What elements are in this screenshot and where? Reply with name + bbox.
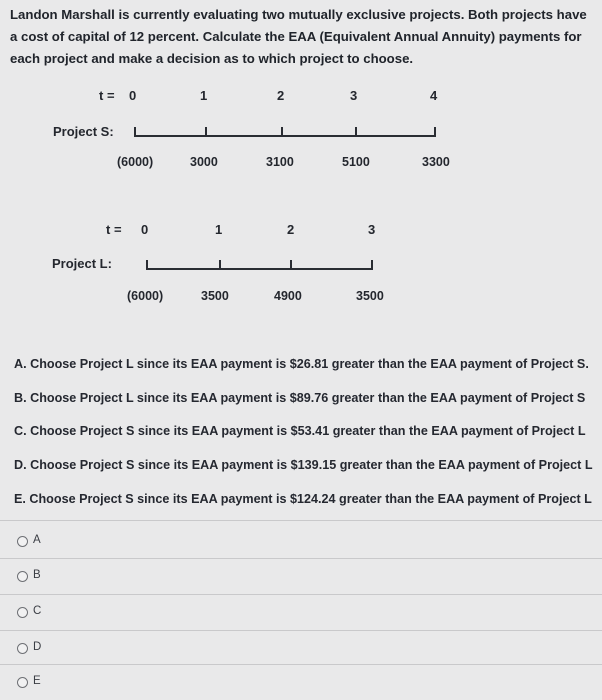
answer-statements — [14, 348, 594, 516]
cash-flow-value: 5100 — [342, 155, 370, 169]
option-label: E — [33, 675, 41, 687]
cash-flow-value: 3500 — [356, 289, 384, 303]
option-a[interactable] — [0, 524, 602, 559]
timeline-line — [146, 268, 373, 270]
period-label: 1 — [215, 222, 223, 237]
cash-flow-value: 3000 — [190, 155, 218, 169]
period-label: 0 — [141, 222, 149, 237]
answer-options — [0, 518, 602, 700]
t-prefix: t = — [99, 88, 115, 103]
choice-d-text: D. Choose Project S since its EAA payment is $139.15 greater than the EAA payment of Project L — [14, 458, 593, 473]
timeline-tick — [205, 127, 207, 136]
period-label: 1 — [200, 88, 208, 103]
option-d[interactable] — [0, 631, 602, 666]
cash-flow-value: 3500 — [201, 289, 229, 303]
option-b[interactable] — [0, 559, 602, 594]
radio-b[interactable] — [17, 571, 28, 582]
project-l-label: Project L: — [52, 256, 112, 271]
cash-flow-value: 4900 — [274, 289, 302, 303]
choice-a-text: A. Choose Project L since its EAA payment is $26.81 greater than the EAA payment of Project S. — [14, 357, 589, 371]
choice-e-text: E. Choose Project S since its EAA payment is $124.24 greater than the EAA payment of Project L — [14, 491, 592, 506]
t-prefix: t = — [106, 222, 122, 237]
timeline-tick — [355, 127, 357, 136]
radio-e[interactable] — [17, 677, 28, 688]
timeline-tick — [371, 260, 373, 269]
cash-flow-value: (6000) — [117, 155, 154, 169]
option-e[interactable] — [0, 665, 602, 700]
radio-d[interactable] — [17, 643, 28, 654]
timeline-tick — [434, 127, 436, 136]
timeline-tick — [281, 127, 283, 136]
cash-flow-value: (6000) — [127, 289, 164, 303]
cash-flow-value: 3300 — [422, 155, 450, 169]
timeline-tick — [219, 260, 221, 269]
question-text: Landon Marshall is currently evaluating two mutually exclusive projects. Both projects have a cost of capital of 12 percent. Calculate the EAA (Equivalent Annual Annuity) payments for each project and make a decision as to which project to choose. — [10, 7, 587, 66]
cash-flow-value: 3100 — [266, 155, 294, 169]
option-label: D — [33, 641, 42, 653]
option-label: B — [33, 569, 41, 581]
period-label: 0 — [129, 88, 137, 103]
choice-b-text: B. Choose Project L since its EAA payment is $89.76 greater than the EAA payment of Project S — [14, 390, 586, 405]
option-c[interactable] — [0, 595, 602, 630]
period-label: 2 — [277, 88, 285, 103]
option-label: C — [33, 605, 42, 617]
period-label: 3 — [350, 88, 358, 103]
divider — [0, 520, 602, 521]
option-label: A — [33, 534, 41, 546]
radio-a[interactable] — [17, 536, 28, 547]
period-label: 4 — [430, 88, 438, 103]
timeline-line — [134, 135, 436, 137]
choice-c-text: C. Choose Project S since its EAA payment is $53.41 greater than the EAA payment of Project L — [14, 424, 586, 439]
period-label: 3 — [368, 222, 376, 237]
radio-c[interactable] — [17, 607, 28, 618]
timeline-tick — [290, 260, 292, 269]
period-label: 2 — [287, 222, 295, 237]
project-s-label: Project S: — [53, 124, 114, 139]
